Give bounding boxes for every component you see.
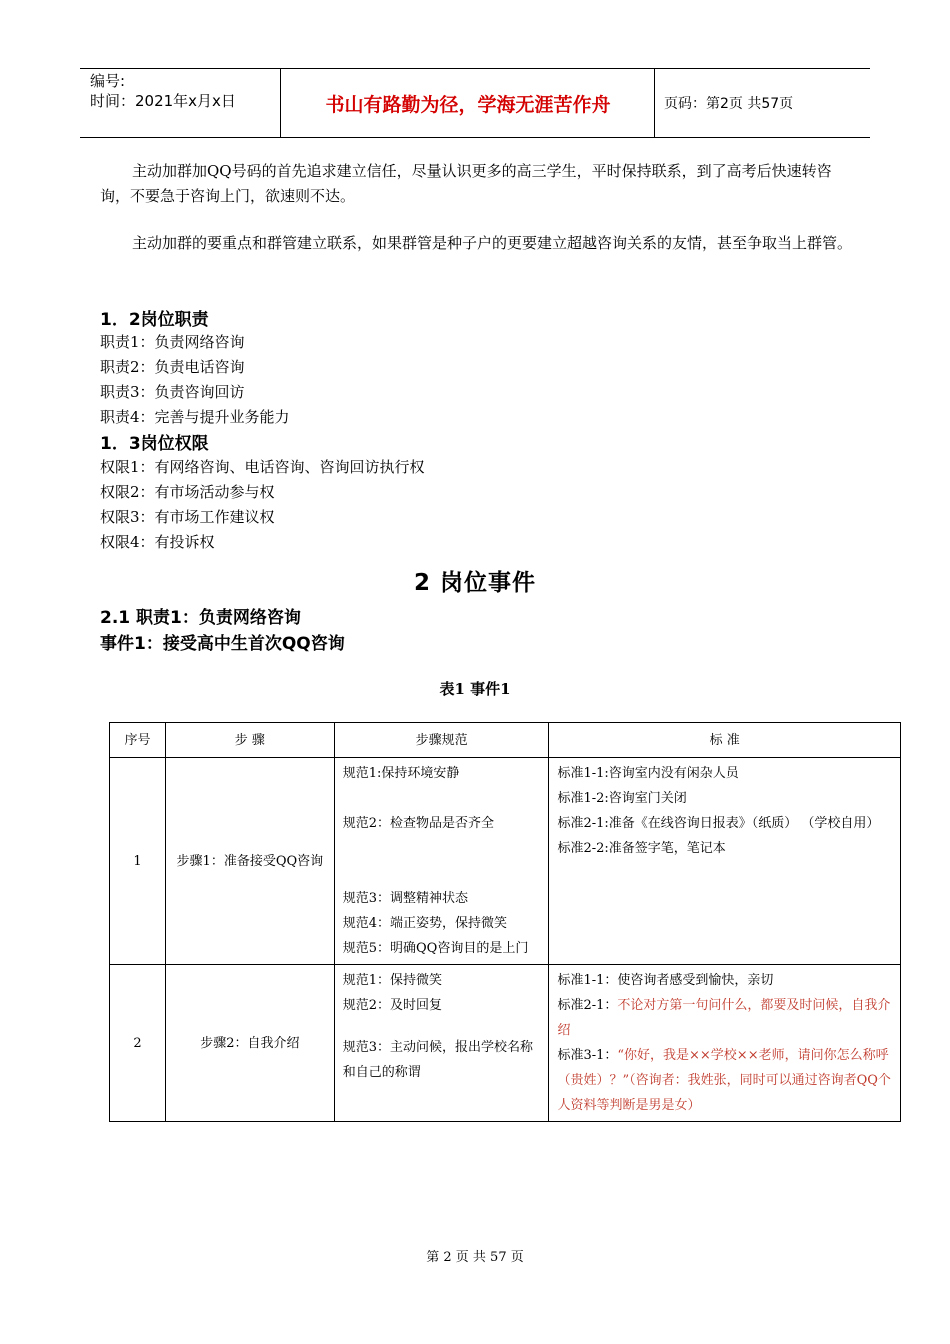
highlighted-text: 不论对方第一句问什么，都要及时问候，自我介绍 xyxy=(557,998,891,1038)
duty-item: 职责2：负责电话咨询 xyxy=(100,358,245,376)
standard-item xyxy=(557,1043,892,1118)
standard-label: 标准3-1： xyxy=(557,1048,618,1063)
chapter-title: 2 岗位事件 xyxy=(413,570,536,596)
step-cell: 步骤2：自我介绍 xyxy=(165,965,334,1122)
page-footer: 第 2 页 共 57 页 xyxy=(426,1250,524,1265)
authority-item: 权限1：有网络咨询、电话咨询、咨询回访执行权 xyxy=(100,458,425,476)
duty-item: 职责1：负责网络咨询 xyxy=(100,333,245,351)
standard-item xyxy=(557,993,892,1043)
page-info: 页码：第2页 共57页 xyxy=(664,96,794,112)
spec-item: 规范2：及时回复 xyxy=(342,998,443,1013)
spec-item: 规范3：主动问候，报出学校名称和自己的称谓 xyxy=(342,1040,534,1080)
row-number: 2 xyxy=(110,965,166,1122)
step-cell: 步骤1：准备接受QQ咨询 xyxy=(165,758,334,965)
event-heading: 事件1：接受高中生首次QQ咨询 xyxy=(100,634,345,654)
standard-item: 标准1-1：使咨询者感受到愉快，亲切 xyxy=(557,973,774,988)
section-heading: 1．3岗位权限 xyxy=(100,434,209,454)
duty-item: 职责3：负责咨询回访 xyxy=(100,383,245,401)
spec-cell xyxy=(334,758,549,965)
event-table xyxy=(109,722,901,1122)
standard-item: 标准2-2:准备签字笔，笔记本 xyxy=(557,841,726,856)
row-number: 1 xyxy=(110,758,166,965)
standard-item: 标准1-1:咨询室内没有闲杂人员 xyxy=(557,766,739,781)
header-divider xyxy=(654,69,655,137)
header-standard: 标 准 xyxy=(549,723,901,758)
time-label: 时间：2021年x月x日 xyxy=(90,92,236,110)
document-header xyxy=(80,68,870,138)
table-row xyxy=(110,965,901,1122)
standard-item: 标准2-1:准备《在线咨询日报表》（纸质） （学校自用） xyxy=(557,816,880,831)
spec-item: 规范3：调整精神状态 xyxy=(342,891,469,906)
subsection-heading: 2.1 职责1：负责网络咨询 xyxy=(100,608,301,628)
standard-item: 标准1-2:咨询室门关闭 xyxy=(557,791,687,806)
header-no: 序号 xyxy=(110,723,166,758)
authority-item: 权限4：有投诉权 xyxy=(100,533,215,551)
paragraph: 主动加群的要重点和群管建立联系，如果群管是种子户的更要建立超越咨询关系的友情，甚至争取当上群管。 xyxy=(132,234,853,252)
table-header-row xyxy=(110,723,901,758)
table-row xyxy=(110,758,901,965)
table-caption: 表1 事件1 xyxy=(439,680,511,698)
duty-item: 职责4：完善与提升业务能力 xyxy=(100,408,290,426)
standard-cell xyxy=(549,965,901,1122)
standard-cell xyxy=(549,758,901,965)
header-step: 步 骤 xyxy=(165,723,334,758)
spec-item: 规范1：保持微笑 xyxy=(342,973,443,988)
header-meta xyxy=(90,71,236,111)
authority-item: 权限3：有市场工作建议权 xyxy=(100,508,275,526)
authority-item: 权限2：有市场活动参与权 xyxy=(100,483,275,501)
spec-item: 规范5：明确QQ咨询目的是上门 xyxy=(342,941,529,956)
spec-item: 规范2：检查物品是否齐全 xyxy=(342,816,495,831)
highlighted-text: “你好，我是××学校××老师，请问你怎么称呼（贵姓）？”（咨询者：我姓张，同时可以通过咨询者QQ个人资料等判断是男是女） xyxy=(557,1048,891,1113)
spec-item: 规范4：端正姿势，保持微笑 xyxy=(342,916,508,931)
spec-cell xyxy=(334,965,549,1122)
number-label: 编号: xyxy=(90,72,126,90)
spec-item: 规范1:保持环境安静 xyxy=(342,766,460,781)
section-heading: 1．2岗位职责 xyxy=(100,310,209,330)
paragraph: 主动加群加QQ号码的首先追求建立信任，尽量认识更多的高三学生，平时保持联系，到了高考后快速转咨询，不要急于咨询上门，欲速则不达。 xyxy=(100,162,832,205)
header-divider xyxy=(280,69,281,137)
header-spec: 步骤规范 xyxy=(334,723,549,758)
standard-label: 标准2-1： xyxy=(557,998,618,1013)
motto: 书山有路勤为径，学海无涯苦作舟 xyxy=(325,93,611,116)
